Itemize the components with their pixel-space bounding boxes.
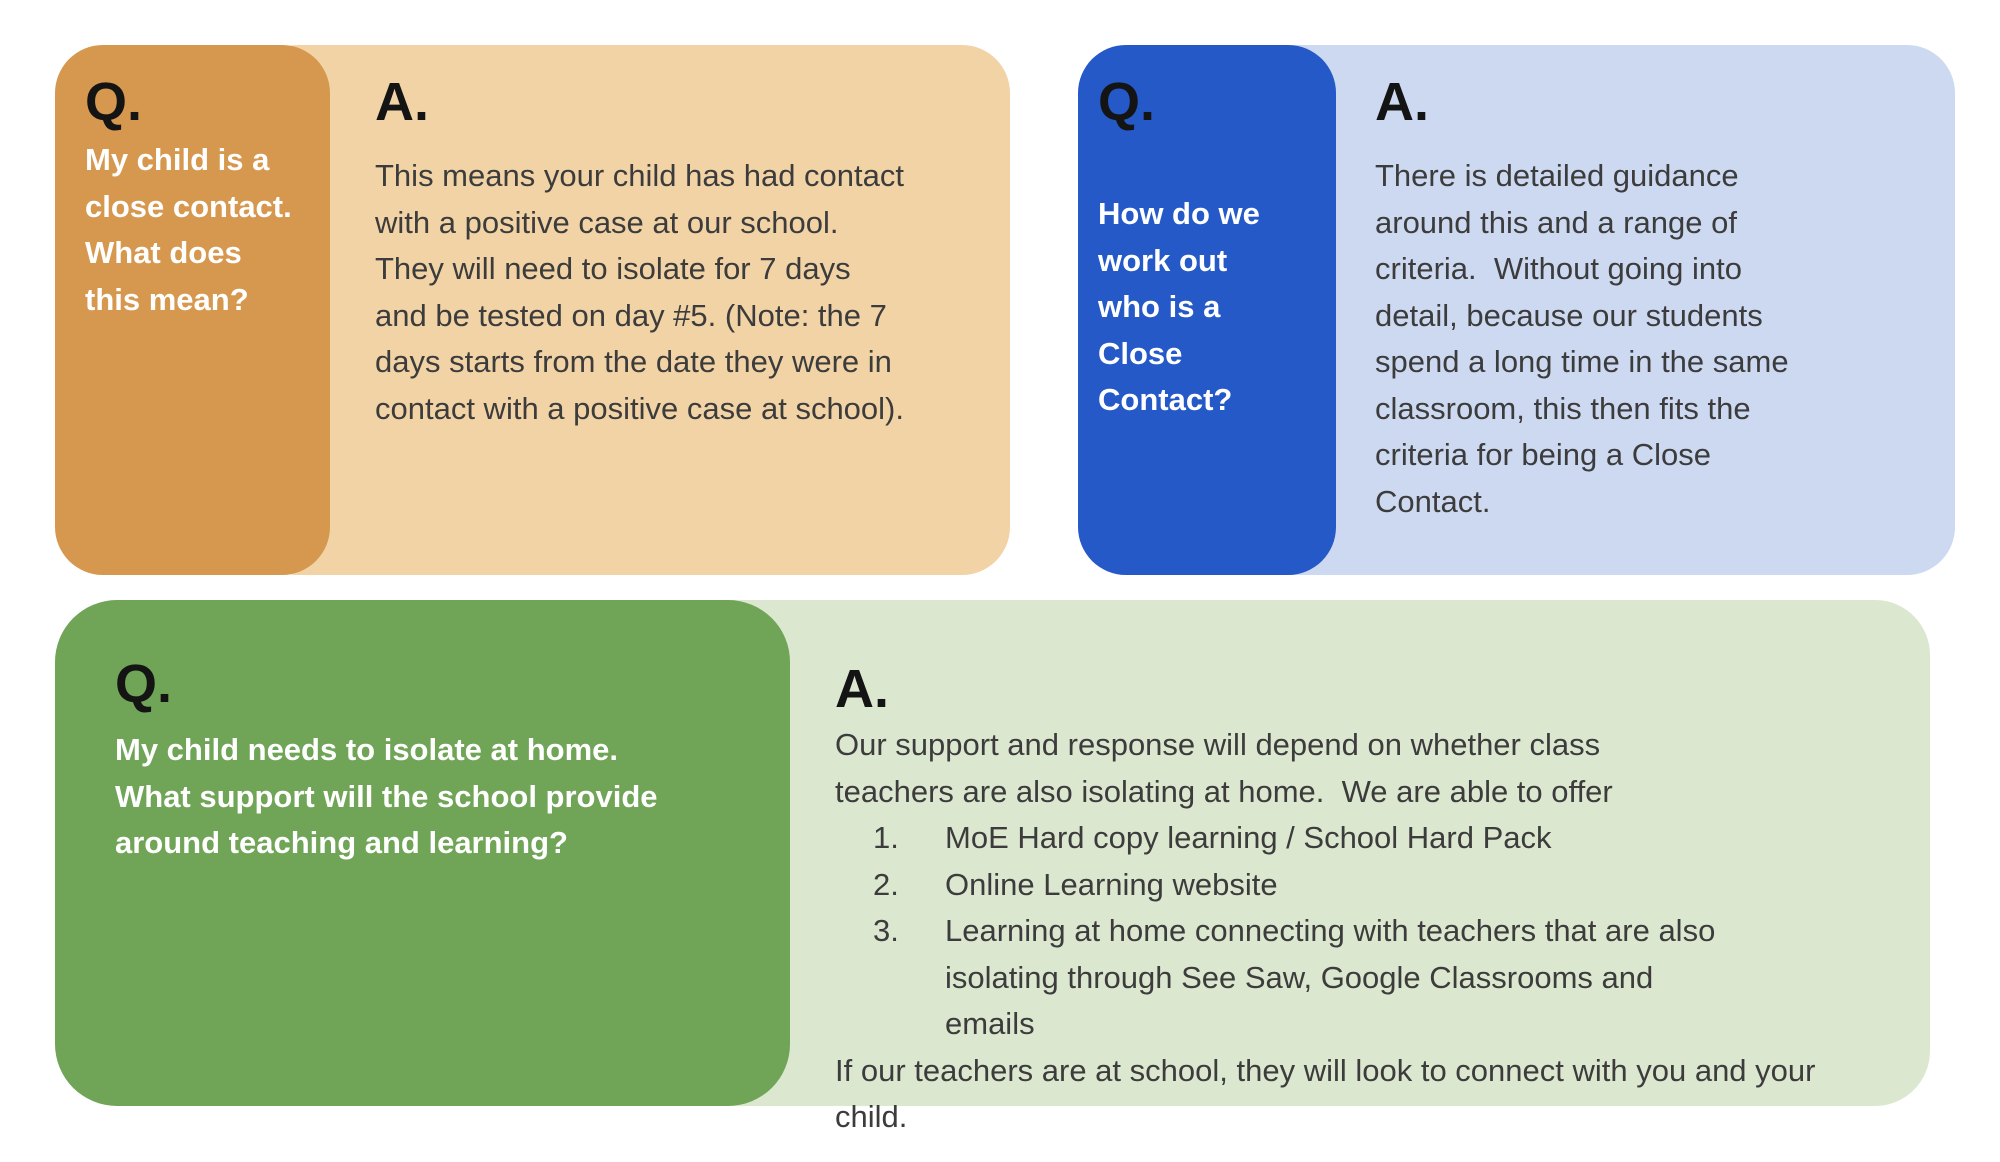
answer-list-item [835,815,1895,862]
answer-paragraph: There is detailed guidance around this and a range of criteria. Without going into detail, because our students spend a long time in the same classroom, this then fits the criteria for being a Close Contact. [1375,158,1798,519]
answer-intro: Our support and response will depend on whether class teachers are also isolating at home. We are able to offer [835,727,1613,809]
question-card-identify-close-contact [1078,45,1336,575]
answer-outro: If our teachers are at school, they will look to connect with you and your child. [835,1052,1825,1134]
answer-card-isolation-support [600,600,1930,1134]
a-label: A. [835,659,889,719]
answer-list-item [835,862,1895,909]
answer-paragraph: They will need to isolate for 7 days and be tested on day #5. (Note: the 7 days starts from the date they were in contact with a positive case at school). [375,251,904,426]
answer-list-item [835,908,1895,1048]
question-card-isolation-support [55,600,790,1106]
question-text: My child is a close contact. What does this mean? [85,142,309,317]
question-text: How do we work out who is a Close Contact? [1098,196,1269,417]
answer-card-close-contact [250,45,1010,575]
list-number: 3. [873,913,899,948]
q-label: Q. [115,654,173,714]
list-text: Learning at home connecting with teachers that are also isolating through See Saw, Google Classrooms and emails [945,913,1724,1041]
list-text: Online Learning website [945,866,1278,902]
q-label: Q. [85,72,143,132]
question-text: My child needs to isolate at home. What support will the school provide around teaching and learning? [115,732,667,860]
list-text: MoE Hard copy learning / School Hard Pack [945,820,1552,855]
question-card-close-contact [55,45,330,575]
answer-text-block [375,153,913,432]
q-label: Q. [1098,72,1156,132]
answer-list [835,815,1895,1048]
answer-text-block [1375,153,1820,525]
list-number: 2. [873,866,899,902]
answer-card-identify-close-contact [1240,45,1955,575]
answer-text-block [835,722,1895,1141]
list-number: 1. [873,820,899,855]
answer-paragraph: This means your child has had contact with a positive case at our school. [375,158,913,240]
a-label: A. [375,72,429,132]
a-label: A. [1375,72,1429,132]
